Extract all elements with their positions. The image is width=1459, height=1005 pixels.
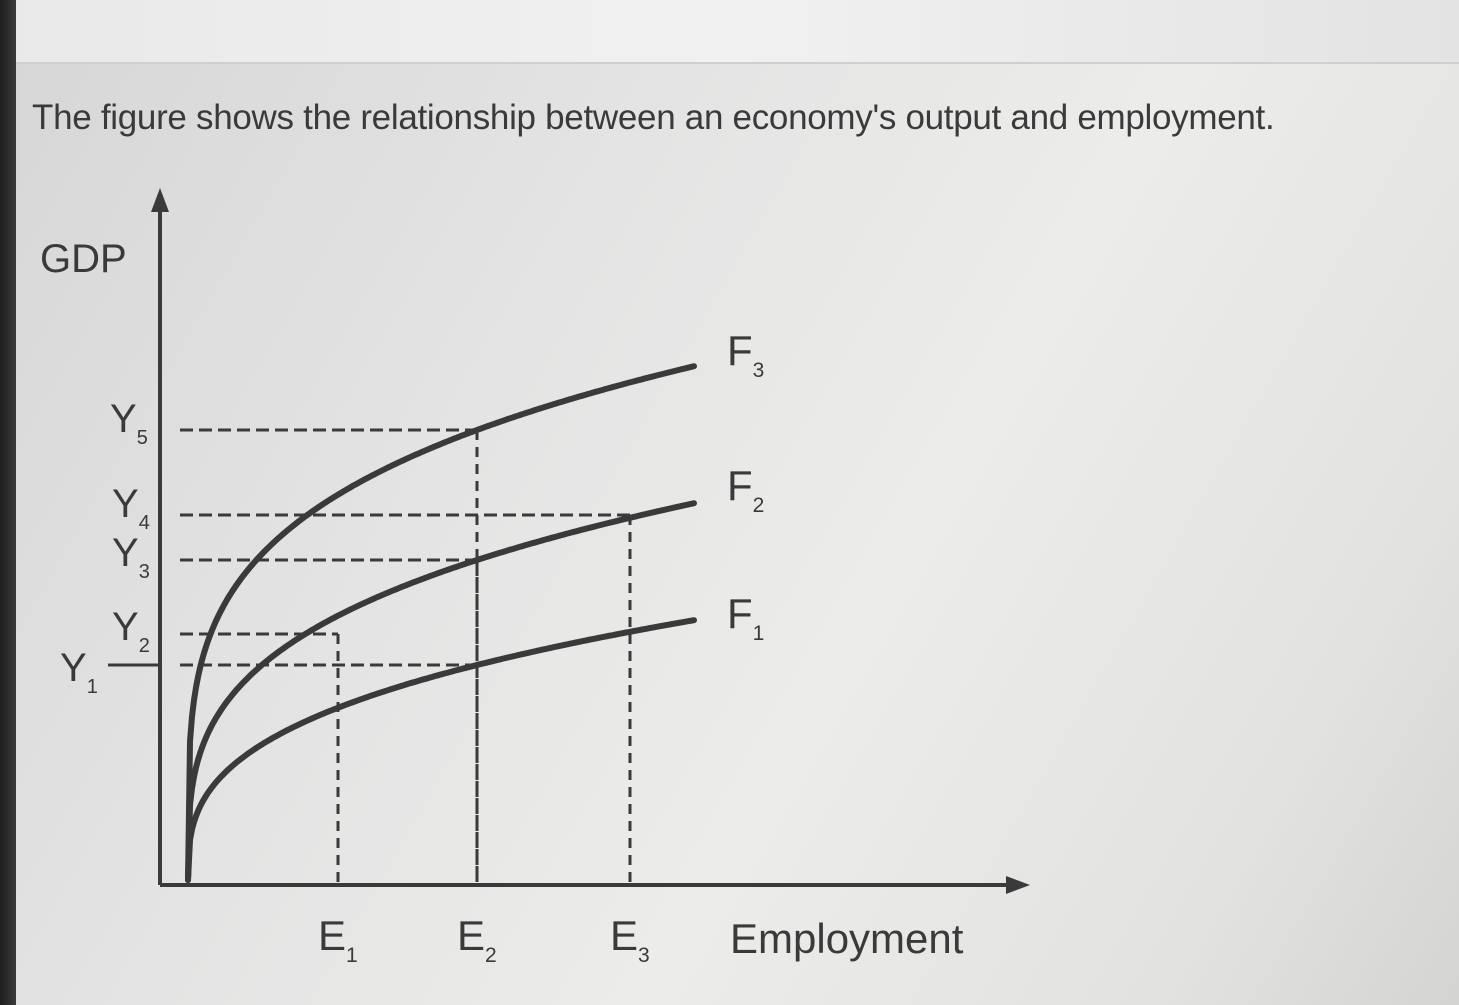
y-tick-label-y4: $Y_4$: [112, 482, 150, 534]
y-axis-title: GDP: [40, 237, 127, 281]
x-axis-arrow: [1006, 876, 1030, 894]
x-tick-label-e3: $E_3$: [610, 912, 650, 967]
axes: [151, 188, 1030, 894]
curve-f1: [188, 620, 694, 880]
question-text: The figure shows the relationship between an economy's output and employment.: [32, 98, 1275, 137]
series-label-f2: $F_2$: [727, 462, 765, 517]
x-tick-label-e1: $E_1$: [318, 912, 358, 967]
x-tick-label-e2: $E_2$: [457, 912, 497, 967]
y-tick-label-y2: $Y_2$: [112, 605, 150, 657]
curves: [188, 366, 694, 880]
series-label-f1: $F_1$: [727, 590, 765, 645]
y-axis-arrow: [151, 188, 169, 212]
labels: [40, 237, 964, 967]
y-tick-label-y1: $Y_1$: [60, 646, 98, 698]
series-label-f3: $F_3$: [727, 327, 765, 382]
x-axis-title: Employment: [730, 915, 964, 962]
curve-f3: [188, 366, 694, 880]
y-tick-label-y5: $Y_5$: [110, 397, 148, 449]
y-tick-label-y3: $Y_3$: [112, 531, 150, 583]
